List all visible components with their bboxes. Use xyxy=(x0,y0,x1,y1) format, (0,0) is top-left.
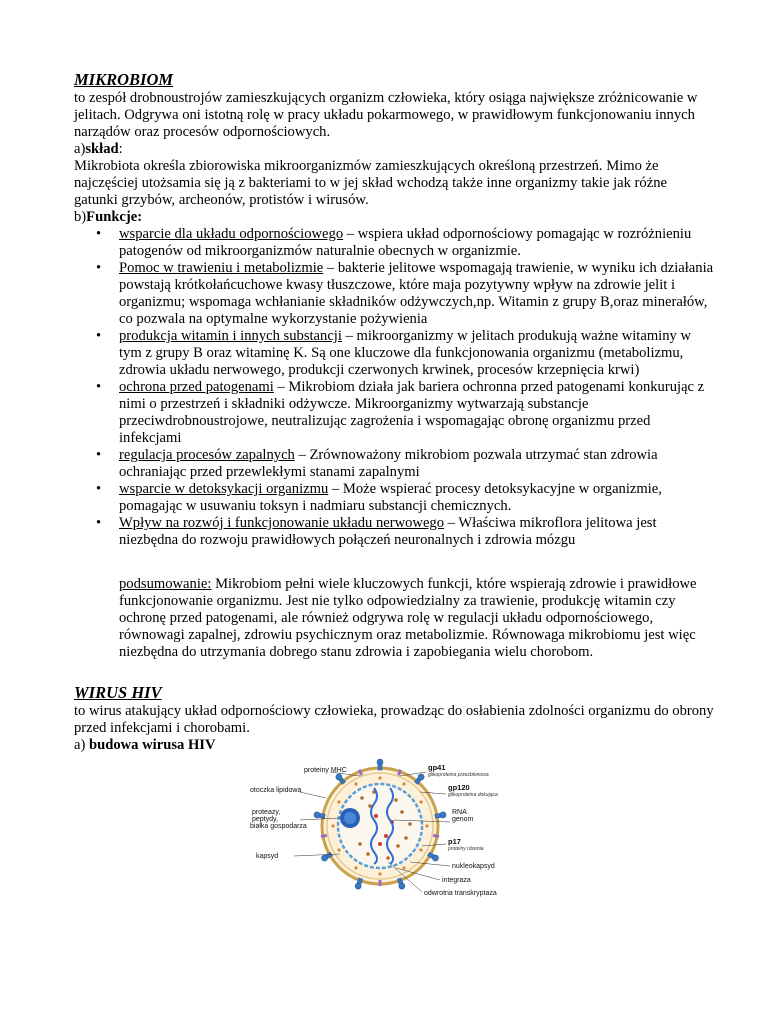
label-rna: RNA xyxy=(452,809,467,816)
summary-text: Mikrobiom pełni wiele kluczowych funkcji, które wspierają zdrowie i prawidłowe funkcjonowanie organizmu. Jest nie tylko odpowiedzialny za trawienie, produkcję witamin czy ochronę przed patogenami, ale również odgrywa rolę w regulacji układu odpornościowego, równowagi zapalnej, zdrowiu psychicznym oraz metabolizmie. Równowaga mikrobiomu jest więc niezbędna do utrzymania dobrego stanu zdrowia i zapobiegania wielu chorobom. xyxy=(119,576,697,660)
mikrobiom-title: MIKROBIOM xyxy=(74,70,174,89)
item-term: Wpływ na rozwój i funkcjonowanie układu nerwowego xyxy=(119,515,445,531)
mikrobiom-intro: to zespół drobnoustrojów zamieszkujących organizm człowieka, który osiąga największe zróżnicowanie w jelitach. Odgrywa oni istotną rolę w pracy układu pokarmowego, w prawidłowym funkcjonowaniu innych narządów oraz procesów odpornościowych. xyxy=(74,90,698,140)
label-p17-desc: proteiny rdzenia xyxy=(448,846,484,852)
item-term: produkcja witamin i innych substancji xyxy=(119,328,342,344)
item-term: wsparcie w detoksykacji organizmu xyxy=(119,481,329,497)
bullet-icon: • xyxy=(96,226,102,242)
list-item xyxy=(74,447,714,481)
bullet-icon: • xyxy=(96,379,102,395)
sklad-heading xyxy=(74,141,714,158)
label-gp120: gp120 xyxy=(448,783,470,792)
label-kapsyd: kapsyd xyxy=(256,853,279,860)
label-gp41-desc: glikoproteina przezbłonowa xyxy=(428,772,489,778)
item-term: wsparcie dla układu odpornościowego xyxy=(119,226,344,242)
item-term: Pomoc w trawieniu i metabolizmie xyxy=(119,260,324,276)
hiv-diagram-svg xyxy=(250,758,506,898)
label-rt: odwrotna transkryptaza xyxy=(424,890,497,897)
budowa-heading xyxy=(74,737,714,754)
bullet-icon: • xyxy=(96,481,102,497)
sklad-label: skład xyxy=(85,141,119,157)
label-proteazy: proteazy, xyxy=(252,809,281,816)
budowa-prefix: a) xyxy=(74,737,89,753)
label-genom: genom xyxy=(452,816,474,823)
label-gp120-desc: glikoproteina dokująca xyxy=(448,792,498,798)
bullet-icon: • xyxy=(96,260,102,276)
label-peptydy: peptydy, xyxy=(252,816,278,823)
item-text: – mikroorganizmy w jelitach produkują ważne witaminy w tym z grupy B oraz witaminę K. Są one kluczowe dla funkcjonowania organizmu (metabolizmu, zdrowia układu nerwowego, produkcji czerwonych krwinek, procesów krzepnięcia krwi) xyxy=(119,328,692,378)
list-item xyxy=(74,515,714,549)
item-text: – Właściwa mikroflora jelitowa jest niezbędna do rozwoju prawidłowych połączeń neuronalnych i zdrowia mózgu xyxy=(119,515,657,548)
item-term: ochrona przed patogenami xyxy=(119,379,274,395)
label-gp41: gp41 xyxy=(428,763,446,772)
item-text: – Mikrobiom działa jak bariera ochronna przed patogenami konkurując z nimi o przestrzeń i składniki odżywcze. Mikroorganizmy wytwarzają substancje przeciwdrobnoustrojowe, neutralizując zagrożenia i wspomagając obronę organizmu przed infekcjami xyxy=(119,379,705,446)
summary xyxy=(74,576,714,661)
item-text: – wspiera układ odpornościowy pomagając w rozróżnieniu patogenów od mikroorganizmów naturalnie obecnych w organizmie. xyxy=(119,226,692,259)
list-item xyxy=(74,481,714,515)
label-integraza: integraza xyxy=(442,877,471,884)
document-page xyxy=(74,70,714,898)
item-text: – bakterie jelitowe wspomagają trawienie, w wyniku ich działania powstają krótkołańcuchowe kwasy tłuszczowe, które maja pozytywny wpływ na zdrowie jelit i organizmu; wspomaga wchłanianie składników odżywczych,np. Witamin z grupy B,oraz minerałów, co pozwala na optymalne wykorzystanie pożywienia xyxy=(119,260,714,327)
funkcje-label: Funkcje: xyxy=(86,209,143,225)
item-text: – Zrównoważony mikrobiom pozwala utrzymać stan zdrowia ochraniając przed przewlekłymi stanami zapalnymi xyxy=(119,447,658,480)
funkcje-list xyxy=(74,226,714,549)
list-item xyxy=(74,260,714,328)
label-mhc: proteiny MHC xyxy=(304,767,347,774)
sklad-colon: : xyxy=(118,141,123,157)
funkcje-prefix: b) xyxy=(74,209,87,225)
sklad-prefix: a) xyxy=(74,141,86,157)
item-text: – Może wspierać procesy detoksykacyjne w organizmie, pomagając w usuwaniu toksyn i nadmiaru substancji chemicznych. xyxy=(119,481,662,514)
budowa-label: budowa wirusa HIV xyxy=(89,737,216,753)
label-nukleokapsyd: nukleokapsyd xyxy=(452,863,495,870)
hiv-structure-diagram xyxy=(250,758,506,898)
label-p17: p17 xyxy=(448,837,461,846)
summary-label: podsumowanie: xyxy=(119,576,212,592)
item-term: regulacja procesów zapalnych xyxy=(119,447,295,463)
list-item xyxy=(74,226,714,260)
label-host-proteins: białka gospodarza xyxy=(250,823,307,830)
funkcje-heading xyxy=(74,209,714,226)
bullet-icon: • xyxy=(96,515,102,531)
label-envelope: otoczka lipidowa xyxy=(250,787,302,794)
sklad-text: Mikrobiota określa zbiorowiska mikroorganizmów zamieszkujących określoną przestrzeń. Mimo że najczęściej utożsamia się ją z bakteriami to w jej skład wchodzą także inne organizmy takie jak różne gatunki grzybów, archeonów, protistów i wirusów. xyxy=(74,158,667,208)
list-item xyxy=(74,379,714,447)
hiv-title: WIRUS HIV xyxy=(74,683,162,702)
bullet-icon: • xyxy=(96,328,102,344)
bullet-icon: • xyxy=(96,447,102,463)
list-item xyxy=(74,328,714,379)
hiv-intro: to wirus atakujący układ odpornościowy człowieka, prowadząc do osłabienia zdolności organizmu do obrony przed infekcjami i chorobami. xyxy=(74,703,714,736)
